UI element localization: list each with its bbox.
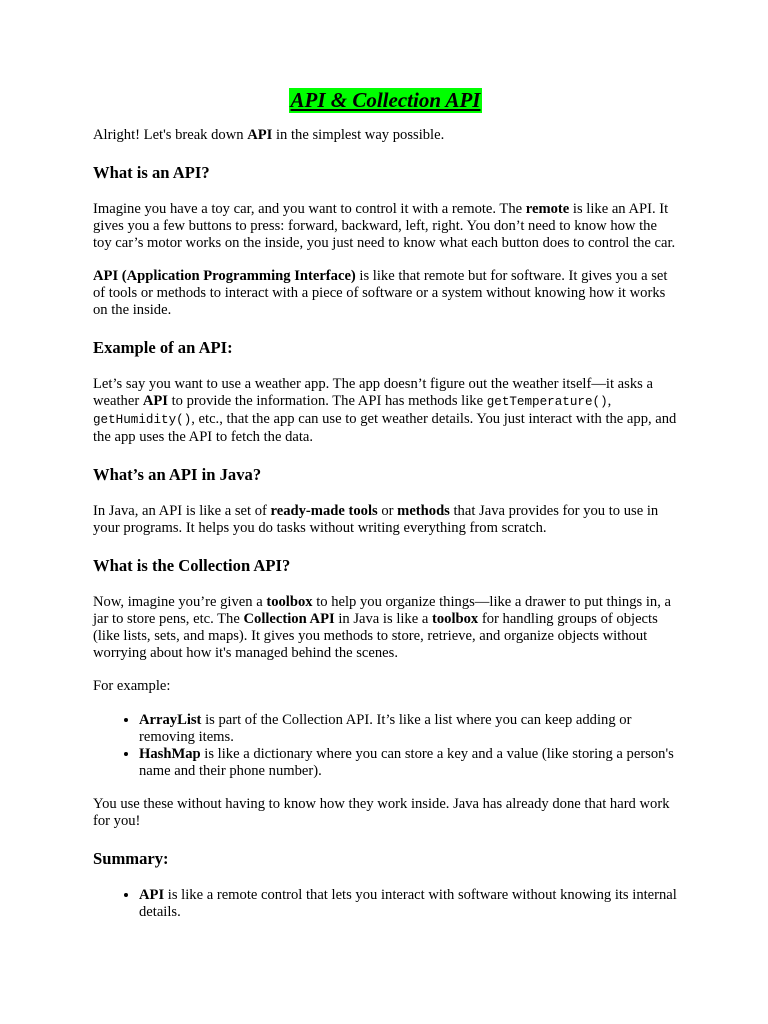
text: is like an API. It gives you a few buttons to press: forward, backward, left, right. You don’t need to know how the toy car’s motor works on the inside, you just need to know what each button does to control the car. — [93, 201, 676, 251]
text: that Java provides for you to use in your programs. It helps you do tasks without writing everything from scratch. — [93, 503, 659, 536]
bold-arraylist: ArrayList — [139, 712, 202, 728]
text: or — [377, 503, 398, 519]
bold-remote: remote — [525, 201, 570, 217]
heading-summary: Summary: — [93, 849, 169, 868]
intro-bold: API — [247, 127, 273, 143]
intro-text: Alright! Let's break down — [93, 127, 248, 143]
text: is like a remote control that lets you interact with software without knowing its internal details. — [139, 887, 677, 920]
bold-methods: methods — [397, 503, 450, 519]
text: is like that remote but for software. It gives you a set of tools or methods to interact with a piece of software or a system without knowing how it works on the inside. — [93, 268, 668, 318]
bold-hashmap: HashMap — [139, 746, 201, 762]
heading-what-is-api: What is an API? — [93, 163, 210, 182]
paragraph-hard-work: You use these without having to know how they work inside. Java has already done that hard work for you! — [93, 796, 670, 829]
summary-list — [93, 887, 678, 921]
list-item — [139, 887, 678, 921]
bold-ready-made-tools: ready-made tools — [270, 503, 378, 519]
text: Let’s say you want to use a weather app. The app doesn’t figure out the weather itself—it asks a weather — [93, 376, 653, 409]
text: , — [607, 393, 612, 409]
document-content — [93, 88, 678, 937]
bold-api: API — [139, 887, 165, 903]
intro-text-end: in the simplest way possible. — [272, 127, 445, 143]
paragraph-java-api — [93, 503, 678, 537]
bold-toolbox: toolbox — [266, 594, 313, 610]
bold-toolbox: toolbox — [431, 611, 479, 627]
code-get-humidity: getHumidity() — [93, 413, 192, 427]
heading-collection-api: What is the Collection API? — [93, 556, 291, 575]
text: to provide the information. The API has methods like — [167, 393, 487, 409]
text: In Java, an API is like a set of — [93, 503, 271, 519]
text: is like a dictionary where you can store a key and a value (like storing a person's name and their phone number). — [139, 746, 674, 779]
heading-api-in-java: What’s an API in Java? — [93, 465, 262, 484]
intro-paragraph — [93, 127, 678, 144]
paragraph-collection — [93, 594, 678, 662]
document-title: API & Collection API — [290, 88, 481, 112]
bold-collection-api: Collection API — [243, 611, 335, 627]
title-wrap — [93, 88, 678, 113]
collection-examples-list — [93, 712, 678, 780]
paragraph-remote — [93, 201, 678, 252]
bold-api: API — [142, 393, 168, 409]
text: , etc., that the app can use to get weather details. You just interact with the app, and the app uses the API to fetch the data. — [93, 411, 677, 445]
text: in Java is like a — [334, 611, 432, 627]
text: for handling groups of objects (like lists, sets, and maps). It gives you methods to store, retrieve, and organize objects without worrying about how it's managed behind the scenes. — [93, 611, 658, 661]
text: to help you organize things—like a drawer to put things in, a jar to store pens, etc. The — [93, 594, 671, 627]
paragraph-for-example: For example: — [93, 678, 171, 694]
heading-example-api: Example of an API: — [93, 338, 233, 357]
paragraph-weather — [93, 376, 678, 446]
text: is part of the Collection API. It’s like a list where you can keep adding or removing items. — [139, 712, 632, 745]
bold-api-definition: API (Application Programming Interface) — [93, 268, 356, 284]
code-get-temperature: getTemperature() — [486, 395, 608, 409]
list-item — [139, 712, 678, 746]
text: Imagine you have a toy car, and you want to control it with a remote. The — [93, 201, 526, 217]
text: Now, imagine you’re given a — [93, 594, 267, 610]
paragraph-api-definition — [93, 268, 678, 319]
list-item — [139, 746, 678, 780]
